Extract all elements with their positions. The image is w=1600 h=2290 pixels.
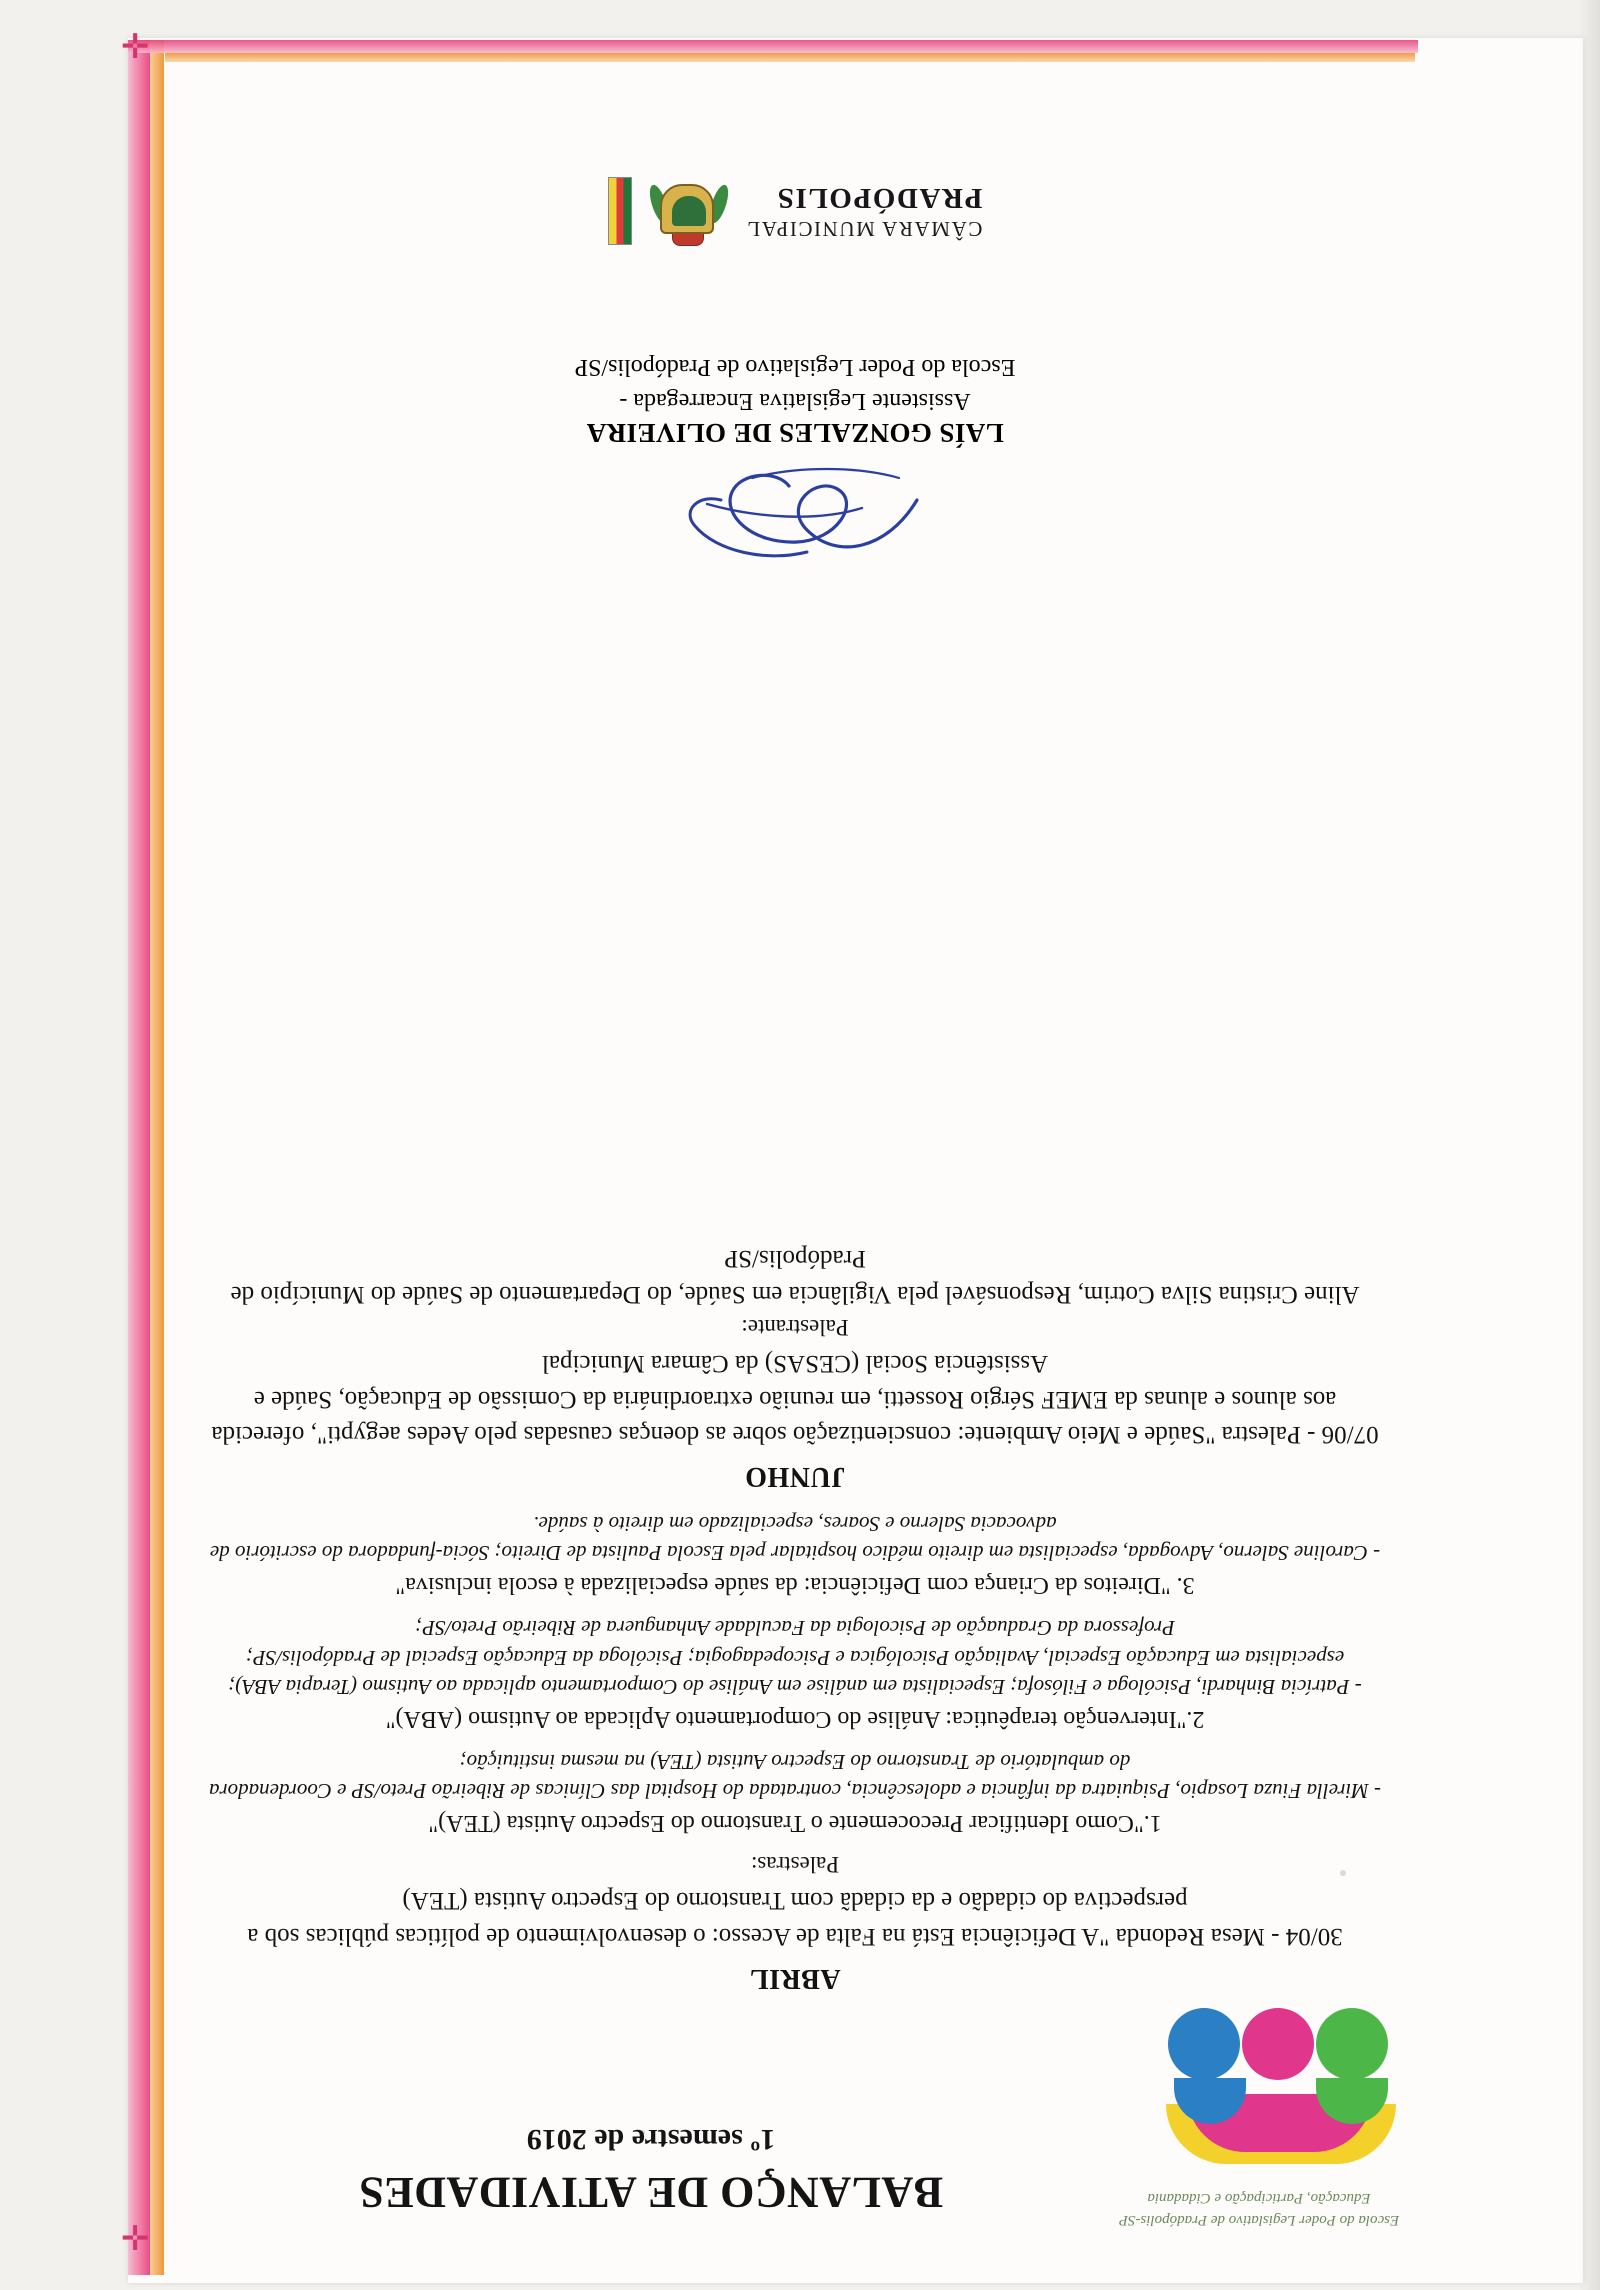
signature-name: LAÍS GONZALES DE OLIVEIRA — [586, 418, 1004, 448]
section-month-junho: JUNHO — [744, 1461, 846, 1493]
institution-logo — [1114, 1980, 1414, 2230]
scan-shadow — [1578, 0, 1600, 2290]
talk-speaker-2: - Patrícia Binhardi, Psicóloga e Filósofa; Especialista em análise em Análise do Comportamento aplicada ao Autismo (Terapia ABA); especialista em Educação Especial, Avaliação Psicológica e Psicopedagogia; Psicóloga da Educação Especial de Pradópolis/SP; Professora da Graduação de Psicologia da Faculdade Anhanguera de Ribeirão Preto/SP; — [228, 1616, 1362, 1700]
logo-artwork-icon — [1126, 1982, 1406, 2172]
coat-of-arms-icon — [650, 172, 728, 250]
signature-block — [200, 350, 1390, 570]
brazil-municipal-flag-icon — [608, 177, 632, 245]
talk-title-2: 2."Intervenção terapêutica: Análise do Comportamento Aplicada ao Autismo (ABA)" — [385, 1705, 1205, 1732]
coat-shield-inner — [672, 196, 706, 226]
handwritten-signature — [200, 450, 1390, 570]
scan-corner-mark-bottom-icon: ✛ — [120, 2219, 150, 2259]
logo-caption-line2: Educação, Participação e Cidadania — [1147, 2190, 1371, 2207]
signature-role-line1: Assistente Legislativa Encarregada - — [619, 388, 971, 414]
section-junho-speakers-label: Palestrante: — [741, 1314, 849, 1340]
page-edge-top-pink-stripe — [128, 40, 1418, 53]
document-title: BALANÇO DE ATIVIDADES — [358, 2168, 944, 2217]
logo-dot-green — [1316, 2008, 1388, 2080]
talk-title-1: 1."Como Identificar Precocemente o Transtorno do Espectro Autista (TEA)" — [428, 1810, 1162, 1836]
page-edge-pink-stripe — [128, 40, 150, 2275]
logo-dot-pink — [1242, 2008, 1314, 2080]
footer-city: PRADÓPOLIS — [776, 182, 983, 214]
document-subtitle: 1º semestre de 2019 — [526, 2123, 776, 2156]
footer-letterhead — [200, 172, 1390, 250]
section-abril-event-title: 30/04 - Mesa Redonda "A Deficiência Está na Falta de Acesso: o desenvolvimento de políticas públicas sob a perspectiva do cidadão e da cidadã com Transtorno do Espectro Autista (TEA) — [247, 1887, 1343, 1950]
section-junho-event-title: 07/06 - Palestra "Saúde e Meio Ambiente: conscientização sobre as doenças causadas pelo Aedes aegypti", oferecida aos alunos e alunas da EMEF Sérgio Rossetti, em reunião extraordinária da Comissão de Educação, Saúde e Assistência Social (CESAS) da Câmara Municipal — [211, 1350, 1379, 1449]
scan-corner-mark-top-icon: ✛ — [120, 27, 150, 67]
talk-speaker-3: - Caroline Salerno, Advogada, especialista em direito médico hospitalar pela Escola Paulista de Direito; Sócia-fundadora do escritório de advocacia Salerno e Soares, especializado em direito à saúde. — [209, 1511, 1381, 1566]
scanned-document-body — [176, 60, 1426, 2260]
section-month-abril: ABRIL — [749, 1963, 841, 1994]
logo-caption-line1: Escola do Poder Legislativo de Pradópolis-SP — [1118, 2212, 1400, 2228]
section-junho-speaker-detail: Aline Cristina Silva Cotrim, Responsável pela Vigilância em Saúde, do Departamento de Saúde do Município de Pradópolis/SP — [230, 1245, 1360, 1308]
page-edge-orange-stripe — [150, 40, 164, 2275]
logo-caption — [1104, 2187, 1414, 2231]
section-abril-speakers-label: Palestras: — [750, 1852, 840, 1877]
signature-role-line2: Escola do Poder Legislativo de Pradópolis/SP — [574, 354, 1016, 381]
footer-organization: CÂMARA MUNICIPAL — [745, 217, 983, 242]
logo-dot-blue — [1168, 2008, 1240, 2080]
footer-text — [746, 180, 983, 243]
document-content — [200, 1235, 1390, 2010]
talk-speaker-1: - Mirella Fiuza Losapio, Psiquiatra da infância e adolescência, contratada do Hospital das Clínicas de Ribeirão Preto/SP e Coordenadora do ambulatório de Transtorno do Espectro Autista (TEA) na mesma instituição; — [208, 1750, 1382, 1804]
talk-title-3: 3. "Direitos da Criança com Deficiência: da saúde especializada à escola inclusiva" — [395, 1571, 1195, 1598]
